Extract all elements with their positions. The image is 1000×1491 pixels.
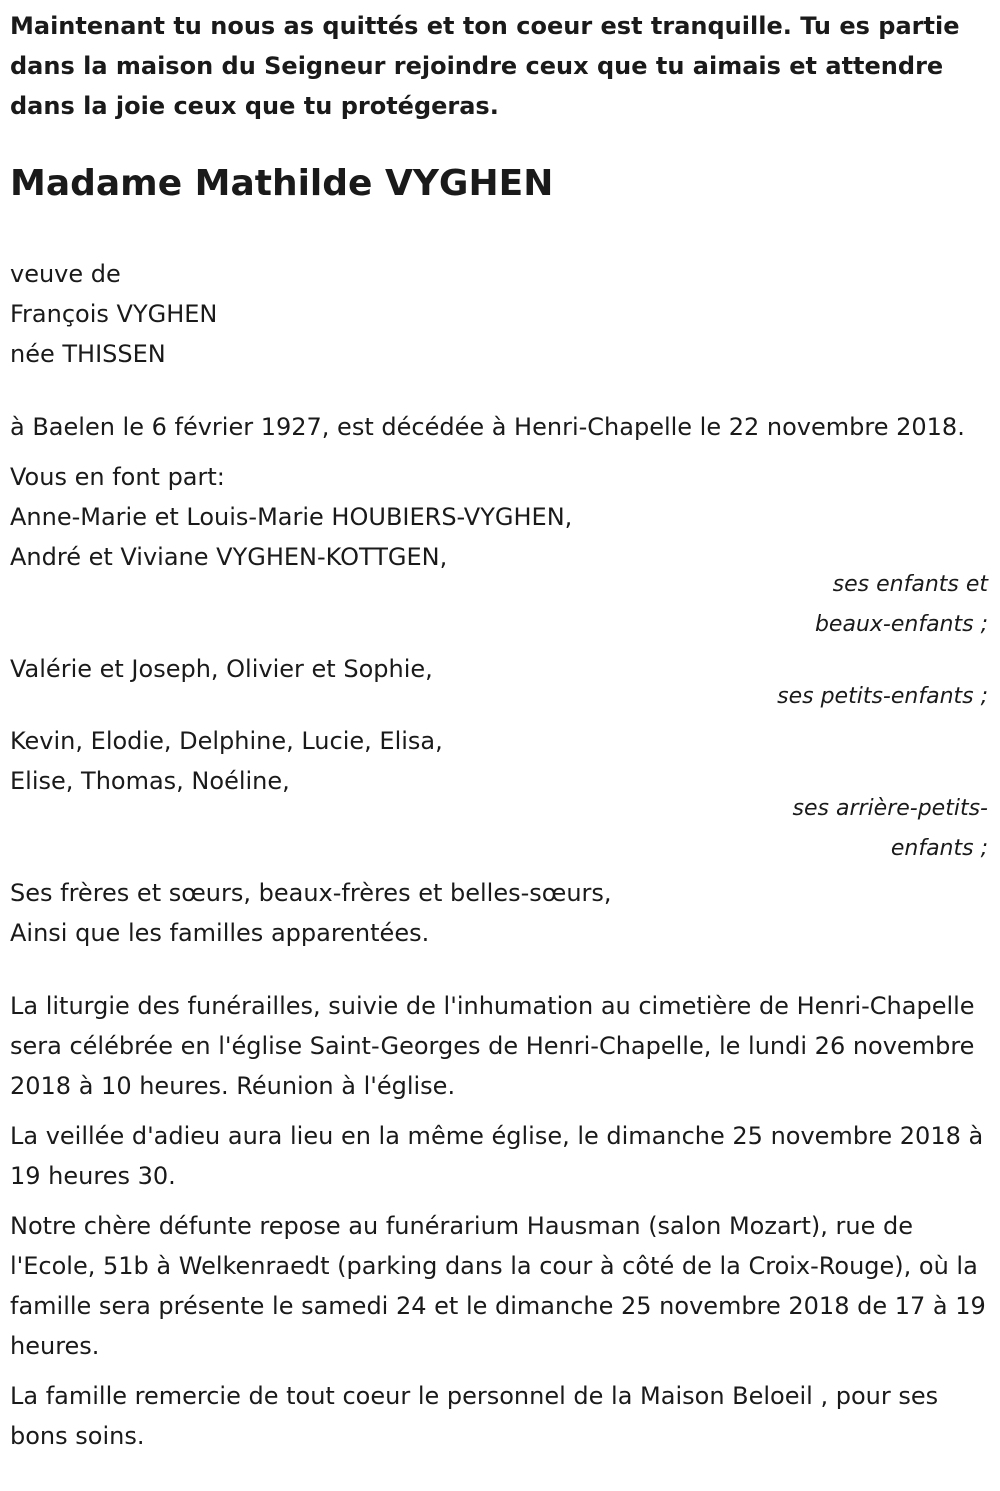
- children-relation: [10, 565, 988, 645]
- great-grandchildren-relation-line-2: enfants ;: [890, 836, 988, 861]
- grandchildren-relation-text: ses petits-enfants ;: [777, 684, 988, 709]
- maiden-name: née THISSEN: [10, 340, 166, 368]
- widow-of-label: veuve de: [10, 260, 121, 288]
- announce-label: Vous en font part:: [10, 463, 225, 491]
- vigil-text: La veillée d'adieu aura lieu en la même église, le dimanche 25 novembre 2018 à 19 heures 30.: [10, 1122, 984, 1190]
- birth-death-text: à Baelen le 6 février 1927, est décédée à Henri-Chapelle le 22 novembre 2018.: [10, 413, 965, 441]
- identity-block: [10, 254, 988, 374]
- great-grandchildren-relation: [10, 789, 988, 869]
- thanks-text: La famille remercie de tout coeur le personnel de la Maison Beloeil , pour ses bons soins.: [10, 1382, 939, 1450]
- great-grandchildren-line-1: Kevin, Elodie, Delphine, Lucie, Elisa,: [10, 727, 443, 755]
- great-grandchildren-relation-line-1: ses arrière-petits-: [792, 796, 988, 821]
- children-relation-line-2: beaux-enfants ;: [814, 612, 988, 637]
- children-line-1: Anne-Marie et Louis-Marie HOUBIERS-VYGHEN,: [10, 503, 573, 531]
- siblings-line-2: Ainsi que les familles apparentées.: [10, 919, 430, 947]
- deceased-name: Madame Mathilde VYGHEN: [10, 163, 554, 204]
- children-line-2: André et Viviane VYGHEN-KOTTGEN,: [10, 543, 448, 571]
- opening-quote: Maintenant tu nous as quittés et ton coeur est tranquille. Tu es partie dans la maison du Seigneur rejoindre ceux que tu aimais et attendre dans la joie ceux que tu protégeras.: [10, 12, 960, 120]
- siblings-block: [10, 873, 988, 953]
- siblings-line-1: Ses frères et sœurs, beaux-frères et belles-sœurs,: [10, 879, 612, 907]
- funeral-text: La liturgie des funérailles, suivie de l'inhumation au cimetière de Henri-Chapelle sera célébrée en l'église Saint-Georges de Henri-Chapelle, le lundi 26 novembre 2018 à 10 heures. Réunion à l'église.: [10, 992, 975, 1100]
- grandchildren-line: Valérie et Joseph, Olivier et Sophie,: [10, 655, 433, 683]
- children-relation-line-1: ses enfants et: [832, 572, 988, 597]
- great-grandchildren-line-2: Elise, Thomas, Noéline,: [10, 767, 290, 795]
- family-announcement: [10, 457, 988, 577]
- spouse-name: François VYGHEN: [10, 300, 218, 328]
- funerarium-text: Notre chère défunte repose au funérarium Hausman (salon Mozart), rue de l'Ecole, 51b à Welkenraedt (parking dans la cour à côté de la Croix-Rouge), où la famille sera présente le samedi 24 et le dimanche 25 novembre 2018 de 17 à 19 heures.: [10, 1212, 986, 1360]
